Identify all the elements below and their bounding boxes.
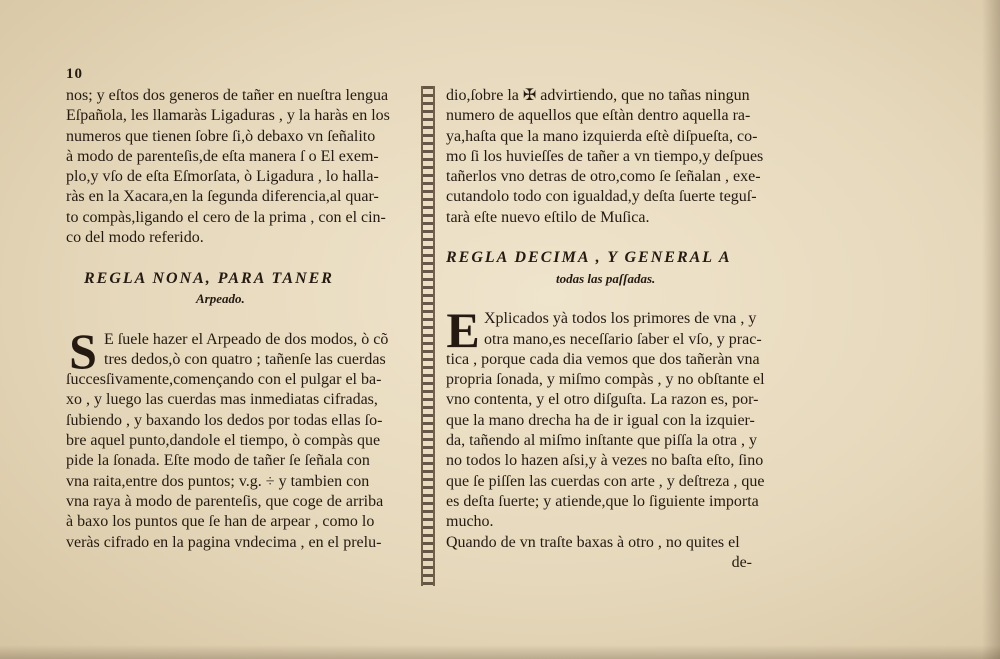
text-line: Xplicados yà todos los primores de vna , y (484, 310, 757, 328)
text-line: no todos lo hazen aſsi,y à vezes no baſta eſto, ſino (446, 452, 764, 470)
text-line: veràs cifrado en la pagina vndecima , en el prelu- (66, 533, 382, 551)
text-line: es deſta ſuerte; y atiende,que lo ſiguiente importa (446, 492, 759, 510)
text-line: Quando de vn traſte baxas à otro , no quites el (446, 533, 740, 551)
text-line: bre aquel punto,dandole el tiempo, ò compàs que (66, 432, 381, 450)
text-line: numero de aquellos que eſtàn dentro aquella ra- (446, 107, 751, 125)
text-line: à modo de parenteſis,de eſta manera ſ o El exem- (66, 147, 379, 165)
catchword: de- (731, 553, 752, 571)
paragraph (66, 322, 412, 379)
page-edge-shadow (982, 0, 1000, 659)
text-line: ſuccesſivamente,començando con el pulgar el ba- (66, 371, 382, 389)
text-line: à baxo los puntos que ſe han de arpear , como lo (66, 513, 375, 531)
ornamental-column-divider (421, 86, 435, 586)
text-line: propria ſonada, y miſmo compàs , y no obſtante el (446, 371, 765, 389)
text-line: vna raita,entre dos puntos; v.g. ÷ y tambien con (66, 472, 370, 490)
text-line: ya,haſta que la mano izquierda eſtè diſpueſta, co- (446, 127, 758, 145)
text-line: vno contenta, y el otro diſguſta. La razon es, por- (446, 391, 759, 409)
left-column (66, 86, 412, 553)
right-column (446, 86, 792, 573)
text-line: que ſe piſſen las cuerdas con arte , y deſtreza , que (446, 472, 765, 490)
section-heading: REGLA NONA, PARA TANER (84, 269, 334, 287)
drop-cap: S (69, 322, 97, 379)
page-number: 10 (66, 66, 83, 82)
text-line: que la mano drecha ha de ir igual con la izquier- (446, 411, 755, 429)
text-line: ràs en la Xacara,en la ſegunda diferencia,al quar- (66, 188, 379, 206)
text-line: to compàs,ligando el cero de la prima , con el cin- (66, 208, 386, 226)
text-line: co del modo referido. (66, 229, 204, 247)
text-line: tica , porque cada dia vemos que dos tañeràn vna (446, 350, 760, 368)
section-heading: REGLA DECIMA , Y GENERAL A (446, 249, 732, 267)
text-line: ſubiendo , y baxando los dedos por todas ellas ſo- (66, 411, 383, 429)
text-line: mucho. (446, 513, 494, 531)
text-line: Eſpañola, les llamaràs Ligaduras , y la haràs en los (66, 107, 390, 125)
bleed-through-text (66, 248, 412, 268)
text-line: tarà eſte nuevo eſtilo de Muſica. (446, 208, 650, 226)
text-line: numeros que tienen ſobre ſi,ò debaxo vn ſeñalito (66, 127, 376, 145)
text-line: tañerlos vno detras de otro,como ſe ſeñalan , exe- (446, 168, 761, 186)
text-line: mo ſi los huvieſſes de tañer a vn tiempo,y deſpues (446, 147, 764, 165)
page-bottom-shadow (0, 645, 1000, 659)
text-line: vna raya à modo de parenteſis, que coge de arriba (66, 492, 384, 510)
text-line: cutandolo todo con igualdad,y deſta ſuerte teguſ- (446, 188, 757, 206)
text-line: xo , y luego las cuerdas mas inmediatas cifradas, (66, 391, 378, 409)
text-line: nos; y eſtos dos generos de tañer en nueſtra lengua (66, 87, 389, 104)
section-subheading: Arpeado. (196, 290, 245, 306)
text-line: E ſuele hazer el Arpeado de dos modos, ò cõ (104, 330, 389, 348)
text-line: da, tañendo al miſmo inſtante que piſſa la otra , y (446, 432, 758, 450)
text-line: pide la ſonada. Eſte modo de tañer ſe ſeñala con (66, 452, 370, 470)
text-line: dio,ſobre la ✠ advirtiendo, que no tañas ningun (446, 87, 750, 104)
section-subheading: todas las paſſadas. (556, 270, 656, 286)
text-line: tres dedos,ò con quatro ; tañenſe las cuerdas (104, 350, 386, 368)
text-line: plo,y vſo de eſta Eſmorſata, ò Ligadura , lo halla- (66, 168, 379, 186)
text-line: otra mano,es neceſſario ſaber el vſo, y prac- (484, 330, 762, 348)
drop-cap: E (446, 302, 480, 359)
